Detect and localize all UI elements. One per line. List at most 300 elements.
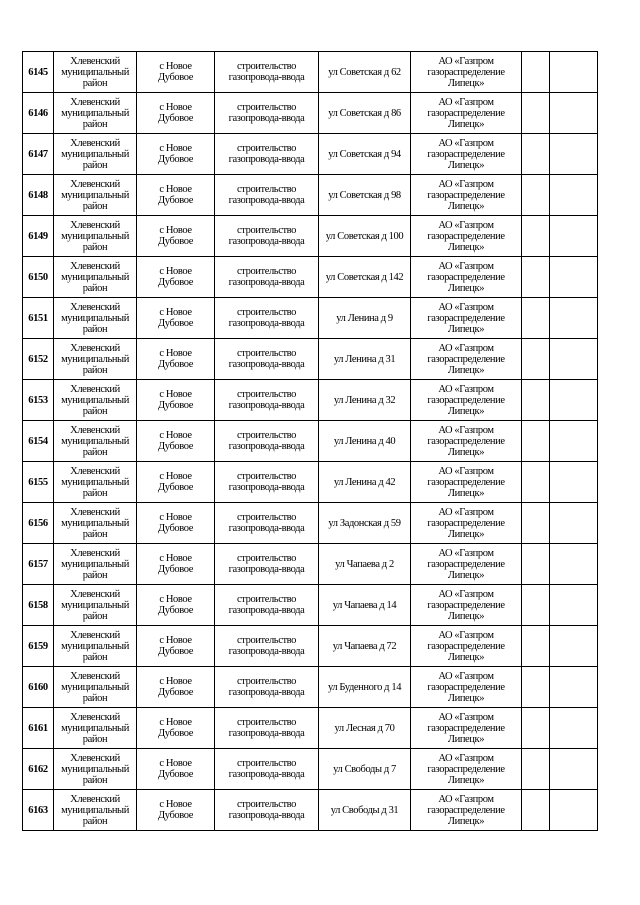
settlement-cell: [137, 380, 215, 421]
table-row: [23, 626, 598, 667]
district-cell: [54, 93, 137, 134]
table-row: [23, 134, 598, 175]
district-line: муниципальный: [61, 435, 129, 447]
district-line: район: [82, 282, 108, 294]
owner-line: АО «Газпром: [438, 137, 494, 149]
owner-line: Липецк»: [447, 610, 485, 622]
empty-cell: [522, 216, 550, 257]
settlement-line: Дубовое: [158, 605, 193, 616]
table-row: [23, 585, 598, 626]
work-type-line: строительство: [237, 512, 296, 523]
owner-line: газораспределение: [427, 66, 505, 78]
work-type-cell: [215, 216, 319, 257]
district-line: муниципальный: [61, 66, 129, 78]
settlement-line: с Новое: [159, 471, 192, 482]
settlement-cell: [137, 749, 215, 790]
address-cell: ул Ленина д 32: [319, 380, 411, 421]
owner-line: Липецк»: [447, 487, 485, 499]
empty-cell: [522, 257, 550, 298]
work-type-line: строительство: [237, 266, 296, 277]
district-line: Хлевенский: [70, 96, 120, 108]
empty-cell: [550, 544, 598, 585]
empty-cell: [522, 175, 550, 216]
settlement-line: с Новое: [159, 266, 192, 277]
empty-cell: [522, 298, 550, 339]
address-cell: ул Советская д 86: [319, 93, 411, 134]
owner-line: газораспределение: [427, 599, 505, 611]
row-number-cell: 6158: [23, 585, 54, 626]
district-line: район: [82, 241, 108, 253]
work-type-line: газопровода-ввода: [228, 687, 305, 698]
table-row: [23, 708, 598, 749]
settlement-line: с Новое: [159, 512, 192, 523]
settlement-line: с Новое: [159, 717, 192, 728]
owner-line: Липецк»: [447, 200, 485, 212]
empty-cell: [550, 257, 598, 298]
work-type-line: строительство: [237, 594, 296, 605]
owner-line: Липецк»: [447, 733, 485, 745]
address-cell: ул Советская д 98: [319, 175, 411, 216]
settlement-line: Дубовое: [158, 564, 193, 575]
district-line: район: [82, 569, 108, 581]
settlement-cell: [137, 708, 215, 749]
row-number-cell: 6163: [23, 790, 54, 831]
table-row: [23, 216, 598, 257]
row-number-cell: 6156: [23, 503, 54, 544]
work-type-cell: [215, 93, 319, 134]
owner-line: газораспределение: [427, 722, 505, 734]
district-line: муниципальный: [61, 681, 129, 693]
work-type-cell: [215, 134, 319, 175]
settlement-line: Дубовое: [158, 482, 193, 493]
work-type-line: строительство: [237, 471, 296, 482]
table-row: [23, 339, 598, 380]
owner-line: АО «Газпром: [438, 629, 494, 641]
settlement-cell: [137, 298, 215, 339]
empty-cell: [550, 339, 598, 380]
owner-cell: [411, 216, 522, 257]
row-number-cell: 6145: [23, 52, 54, 93]
address-cell: ул Задонская д 59: [319, 503, 411, 544]
district-line: муниципальный: [61, 476, 129, 488]
district-line: муниципальный: [61, 312, 129, 324]
owner-line: газораспределение: [427, 558, 505, 570]
work-type-cell: [215, 749, 319, 790]
work-type-line: газопровода-ввода: [228, 605, 305, 616]
district-line: Хлевенский: [70, 588, 120, 600]
work-type-line: строительство: [237, 307, 296, 318]
district-line: муниципальный: [61, 599, 129, 611]
work-type-line: строительство: [237, 225, 296, 236]
district-line: район: [82, 487, 108, 499]
work-type-line: газопровода-ввода: [228, 810, 305, 821]
empty-cell: [522, 52, 550, 93]
settlement-line: с Новое: [159, 225, 192, 236]
row-number-cell: 6148: [23, 175, 54, 216]
row-number-cell: 6155: [23, 462, 54, 503]
owner-line: газораспределение: [427, 107, 505, 119]
address-cell: ул Ленина д 9: [319, 298, 411, 339]
owner-line: газораспределение: [427, 312, 505, 324]
table-row: [23, 544, 598, 585]
district-line: муниципальный: [61, 107, 129, 119]
work-type-cell: [215, 544, 319, 585]
owner-line: газораспределение: [427, 353, 505, 365]
address-cell: ул Чапаева д 72: [319, 626, 411, 667]
empty-cell: [522, 708, 550, 749]
settlement-line: Дубовое: [158, 359, 193, 370]
owner-cell: [411, 626, 522, 667]
settlement-line: с Новое: [159, 676, 192, 687]
settlement-line: Дубовое: [158, 400, 193, 411]
owner-line: АО «Газпром: [438, 465, 494, 477]
work-type-line: газопровода-ввода: [228, 195, 305, 206]
row-number-cell: 6146: [23, 93, 54, 134]
district-cell: [54, 339, 137, 380]
settlement-cell: [137, 93, 215, 134]
owner-line: АО «Газпром: [438, 55, 494, 67]
empty-cell: [522, 585, 550, 626]
owner-line: газораспределение: [427, 230, 505, 242]
district-line: муниципальный: [61, 763, 129, 775]
settlement-line: Дубовое: [158, 236, 193, 247]
district-line: район: [82, 446, 108, 458]
table-row: [23, 52, 598, 93]
work-type-cell: [215, 339, 319, 380]
settlement-cell: [137, 585, 215, 626]
district-line: Хлевенский: [70, 752, 120, 764]
district-line: муниципальный: [61, 189, 129, 201]
district-line: муниципальный: [61, 394, 129, 406]
table-row: [23, 298, 598, 339]
owner-cell: [411, 52, 522, 93]
district-line: Хлевенский: [70, 629, 120, 641]
settlement-line: Дубовое: [158, 523, 193, 534]
settlement-line: Дубовое: [158, 646, 193, 657]
settlement-line: Дубовое: [158, 441, 193, 452]
district-line: Хлевенский: [70, 424, 120, 436]
table-row: [23, 790, 598, 831]
owner-line: АО «Газпром: [438, 219, 494, 231]
row-number-cell: 6157: [23, 544, 54, 585]
empty-cell: [522, 93, 550, 134]
settlement-line: Дубовое: [158, 769, 193, 780]
work-type-line: газопровода-ввода: [228, 441, 305, 452]
empty-cell: [550, 790, 598, 831]
row-number-cell: 6149: [23, 216, 54, 257]
owner-cell: [411, 503, 522, 544]
work-type-line: газопровода-ввода: [228, 236, 305, 247]
settlement-line: с Новое: [159, 348, 192, 359]
settlement-cell: [137, 667, 215, 708]
owner-line: газораспределение: [427, 476, 505, 488]
settlement-line: Дубовое: [158, 277, 193, 288]
work-type-cell: [215, 298, 319, 339]
row-number-cell: 6150: [23, 257, 54, 298]
owner-line: АО «Газпром: [438, 383, 494, 395]
district-cell: [54, 667, 137, 708]
district-line: Хлевенский: [70, 301, 120, 313]
owner-cell: [411, 380, 522, 421]
empty-cell: [550, 52, 598, 93]
district-line: муниципальный: [61, 558, 129, 570]
district-cell: [54, 790, 137, 831]
owner-line: АО «Газпром: [438, 96, 494, 108]
settlement-line: Дубовое: [158, 113, 193, 124]
table-row: [23, 667, 598, 708]
empty-cell: [550, 749, 598, 790]
owner-line: Липецк»: [447, 405, 485, 417]
owner-line: газораспределение: [427, 271, 505, 283]
table-row: [23, 503, 598, 544]
settlement-line: с Новое: [159, 799, 192, 810]
work-type-cell: [215, 52, 319, 93]
settlement-line: Дубовое: [158, 195, 193, 206]
owner-cell: [411, 93, 522, 134]
owner-cell: [411, 339, 522, 380]
district-cell: [54, 134, 137, 175]
district-line: район: [82, 774, 108, 786]
row-number-cell: 6151: [23, 298, 54, 339]
district-line: Хлевенский: [70, 670, 120, 682]
owner-line: Липецк»: [447, 364, 485, 376]
settlement-line: с Новое: [159, 389, 192, 400]
settlement-line: с Новое: [159, 61, 192, 72]
owner-line: Липецк»: [447, 159, 485, 171]
district-cell: [54, 462, 137, 503]
district-cell: [54, 257, 137, 298]
work-type-line: газопровода-ввода: [228, 277, 305, 288]
owner-line: АО «Газпром: [438, 178, 494, 190]
owner-cell: [411, 298, 522, 339]
owner-line: газораспределение: [427, 435, 505, 447]
settlement-cell: [137, 503, 215, 544]
owner-line: газораспределение: [427, 517, 505, 529]
table-row: [23, 462, 598, 503]
work-type-cell: [215, 626, 319, 667]
empty-cell: [522, 503, 550, 544]
district-cell: [54, 298, 137, 339]
owner-line: Липецк»: [447, 282, 485, 294]
work-type-line: газопровода-ввода: [228, 318, 305, 329]
settlement-line: Дубовое: [158, 318, 193, 329]
district-cell: [54, 52, 137, 93]
work-type-line: строительство: [237, 676, 296, 687]
district-line: район: [82, 323, 108, 335]
owner-line: газораспределение: [427, 681, 505, 693]
district-cell: [54, 503, 137, 544]
owner-line: АО «Газпром: [438, 588, 494, 600]
district-line: Хлевенский: [70, 137, 120, 149]
address-cell: ул Советская д 62: [319, 52, 411, 93]
owner-cell: [411, 462, 522, 503]
district-line: муниципальный: [61, 148, 129, 160]
owner-cell: [411, 708, 522, 749]
empty-cell: [522, 339, 550, 380]
address-cell: ул Буденного д 14: [319, 667, 411, 708]
owner-line: АО «Газпром: [438, 752, 494, 764]
district-line: муниципальный: [61, 353, 129, 365]
settlement-line: с Новое: [159, 102, 192, 113]
work-type-line: газопровода-ввода: [228, 564, 305, 575]
owner-line: газораспределение: [427, 394, 505, 406]
settlement-line: с Новое: [159, 594, 192, 605]
owner-line: АО «Газпром: [438, 547, 494, 559]
table-row: [23, 421, 598, 462]
owner-line: Липецк»: [447, 692, 485, 704]
row-number-cell: 6152: [23, 339, 54, 380]
owner-line: Липецк»: [447, 118, 485, 130]
district-cell: [54, 380, 137, 421]
owner-line: Липецк»: [447, 651, 485, 663]
owner-line: газораспределение: [427, 148, 505, 160]
district-cell: [54, 216, 137, 257]
district-line: Хлевенский: [70, 219, 120, 231]
work-type-line: строительство: [237, 799, 296, 810]
settlement-line: Дубовое: [158, 154, 193, 165]
table-row: [23, 380, 598, 421]
empty-cell: [522, 462, 550, 503]
address-cell: ул Советская д 142: [319, 257, 411, 298]
row-number-cell: 6153: [23, 380, 54, 421]
owner-cell: [411, 421, 522, 462]
address-cell: ул Лесная д 70: [319, 708, 411, 749]
owner-line: АО «Газпром: [438, 506, 494, 518]
district-line: муниципальный: [61, 722, 129, 734]
district-cell: [54, 749, 137, 790]
empty-cell: [550, 380, 598, 421]
work-type-line: строительство: [237, 389, 296, 400]
district-line: Хлевенский: [70, 260, 120, 272]
district-line: район: [82, 692, 108, 704]
district-cell: [54, 585, 137, 626]
district-line: район: [82, 364, 108, 376]
settlement-line: с Новое: [159, 184, 192, 195]
district-line: Хлевенский: [70, 465, 120, 477]
address-cell: ул Ленина д 40: [319, 421, 411, 462]
district-line: район: [82, 159, 108, 171]
work-type-cell: [215, 790, 319, 831]
district-line: район: [82, 610, 108, 622]
work-type-cell: [215, 421, 319, 462]
district-line: муниципальный: [61, 271, 129, 283]
empty-cell: [522, 134, 550, 175]
district-line: Хлевенский: [70, 55, 120, 67]
district-cell: [54, 626, 137, 667]
settlement-cell: [137, 257, 215, 298]
district-line: район: [82, 815, 108, 827]
work-type-line: строительство: [237, 102, 296, 113]
owner-line: Липецк»: [447, 446, 485, 458]
work-type-line: газопровода-ввода: [228, 482, 305, 493]
owner-line: АО «Газпром: [438, 424, 494, 436]
empty-cell: [550, 216, 598, 257]
district-line: муниципальный: [61, 517, 129, 529]
address-cell: ул Ленина д 31: [319, 339, 411, 380]
work-type-line: газопровода-ввода: [228, 113, 305, 124]
district-line: Хлевенский: [70, 506, 120, 518]
empty-cell: [522, 544, 550, 585]
owner-line: газораспределение: [427, 804, 505, 816]
empty-cell: [550, 708, 598, 749]
table-row: [23, 749, 598, 790]
settlement-line: Дубовое: [158, 728, 193, 739]
settlement-line: с Новое: [159, 758, 192, 769]
owner-line: Липецк»: [447, 241, 485, 253]
work-type-cell: [215, 257, 319, 298]
settlement-cell: [137, 462, 215, 503]
owner-cell: [411, 257, 522, 298]
work-type-line: строительство: [237, 143, 296, 154]
owner-line: газораспределение: [427, 189, 505, 201]
address-cell: ул Ленина д 42: [319, 462, 411, 503]
owner-line: Липецк»: [447, 528, 485, 540]
work-type-line: строительство: [237, 758, 296, 769]
settlement-line: с Новое: [159, 143, 192, 154]
row-number-cell: 6159: [23, 626, 54, 667]
settlement-line: с Новое: [159, 430, 192, 441]
work-type-cell: [215, 380, 319, 421]
empty-cell: [550, 462, 598, 503]
address-cell: ул Свободы д 31: [319, 790, 411, 831]
empty-cell: [550, 667, 598, 708]
owner-line: Липецк»: [447, 774, 485, 786]
owner-line: АО «Газпром: [438, 793, 494, 805]
settlement-cell: [137, 175, 215, 216]
address-cell: ул Свободы д 7: [319, 749, 411, 790]
settlement-cell: [137, 134, 215, 175]
owner-cell: [411, 134, 522, 175]
district-line: район: [82, 405, 108, 417]
owner-line: газораспределение: [427, 763, 505, 775]
district-line: Хлевенский: [70, 342, 120, 354]
owner-cell: [411, 544, 522, 585]
empty-cell: [550, 585, 598, 626]
settlement-line: Дубовое: [158, 810, 193, 821]
table-row: [23, 257, 598, 298]
work-type-line: строительство: [237, 61, 296, 72]
empty-cell: [550, 626, 598, 667]
work-type-line: газопровода-ввода: [228, 769, 305, 780]
owner-line: АО «Газпром: [438, 301, 494, 313]
settlement-line: с Новое: [159, 553, 192, 564]
district-line: район: [82, 651, 108, 663]
owner-line: газораспределение: [427, 640, 505, 652]
owner-line: АО «Газпром: [438, 260, 494, 272]
table-row: [23, 175, 598, 216]
owner-line: Липецк»: [447, 815, 485, 827]
address-cell: ул Чапаева д 2: [319, 544, 411, 585]
empty-cell: [522, 380, 550, 421]
work-type-line: строительство: [237, 717, 296, 728]
district-line: район: [82, 528, 108, 540]
row-number-cell: 6147: [23, 134, 54, 175]
work-type-line: газопровода-ввода: [228, 728, 305, 739]
row-number-cell: 6161: [23, 708, 54, 749]
empty-cell: [550, 503, 598, 544]
owner-cell: [411, 749, 522, 790]
owner-cell: [411, 790, 522, 831]
owner-cell: [411, 667, 522, 708]
empty-cell: [522, 421, 550, 462]
district-line: район: [82, 200, 108, 212]
work-type-cell: [215, 503, 319, 544]
work-type-line: газопровода-ввода: [228, 72, 305, 83]
district-line: Хлевенский: [70, 547, 120, 559]
owner-cell: [411, 175, 522, 216]
work-type-line: газопровода-ввода: [228, 400, 305, 411]
district-line: Хлевенский: [70, 383, 120, 395]
